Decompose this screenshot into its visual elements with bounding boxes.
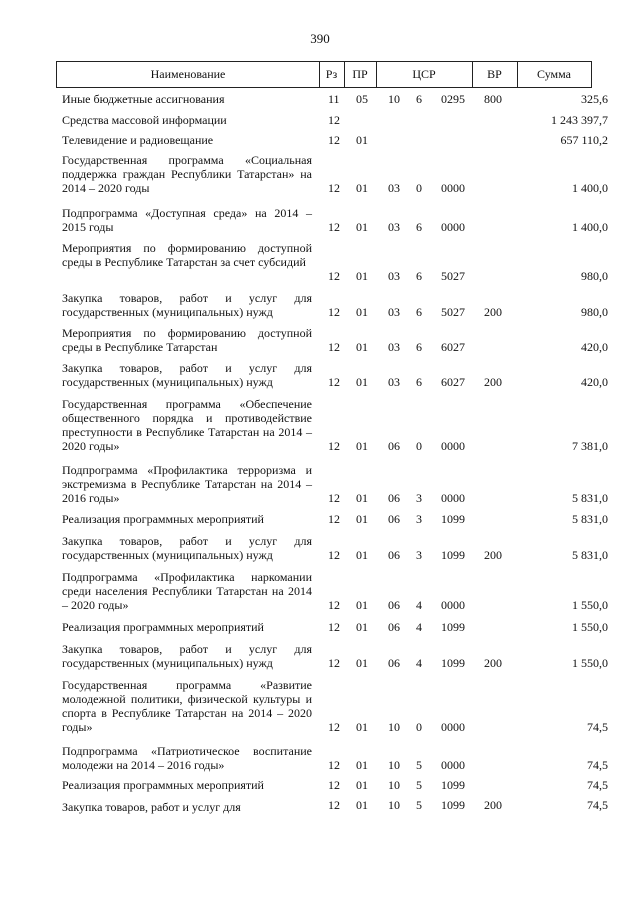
- row-pr: 01: [356, 439, 368, 453]
- table-header: [56, 61, 592, 88]
- row-c3: 1099: [441, 778, 465, 792]
- row-c1: 06: [388, 656, 400, 670]
- row-c2: 4: [416, 598, 422, 612]
- row-pr: 01: [356, 269, 368, 283]
- row-c3: 0000: [441, 220, 465, 234]
- row-name: Государственная программа «Социальная поддержка граждан Республики Татарстан» на 2014 – 2020 годы: [62, 153, 312, 195]
- row-sum: 980,0: [581, 269, 608, 283]
- row-c1: 03: [388, 220, 400, 234]
- row-pr: 01: [356, 512, 368, 526]
- row-c2: 6: [416, 220, 422, 234]
- row-vr: 200: [484, 548, 502, 562]
- row-rz: 12: [328, 181, 340, 195]
- row-vr: 200: [484, 305, 502, 319]
- row-sum: 1 400,0: [572, 220, 608, 234]
- row-rz: 12: [328, 305, 340, 319]
- row-rz: 12: [328, 548, 340, 562]
- row-sum: 7 381,0: [572, 439, 608, 453]
- row-sum: 1 550,0: [572, 620, 608, 634]
- row-rz: 12: [328, 375, 340, 389]
- row-rz: 12: [328, 439, 340, 453]
- row-sum: 1 400,0: [572, 181, 608, 195]
- header-vr: ВР: [472, 62, 518, 87]
- row-pr: 01: [356, 305, 368, 319]
- row-rz: 12: [328, 512, 340, 526]
- row-sum: 420,0: [581, 340, 608, 354]
- row-rz: 12: [328, 133, 340, 147]
- row-sum: 74,5: [587, 778, 608, 792]
- row-c2: 6: [416, 375, 422, 389]
- row-name: Иные бюджетные ассигнования: [62, 92, 225, 106]
- row-pr: 01: [356, 656, 368, 670]
- row-c3: 5027: [441, 305, 465, 319]
- row-c2: 0: [416, 439, 422, 453]
- page-number: 390: [310, 31, 330, 46]
- row-pr: 01: [356, 375, 368, 389]
- row-c1: 03: [388, 269, 400, 283]
- row-c3: 1099: [441, 620, 465, 634]
- row-c2: 5: [416, 758, 422, 772]
- row-sum: 420,0: [581, 375, 608, 389]
- row-c3: 0000: [441, 439, 465, 453]
- row-sum: 1 243 397,7: [551, 113, 608, 127]
- row-name: Закупка товаров, работ и услуг для государственных (муниципальных) нужд: [62, 291, 312, 319]
- row-sum: 74,5: [587, 758, 608, 772]
- row-c3: 6027: [441, 375, 465, 389]
- row-c2: 3: [416, 512, 422, 526]
- row-c2: 0: [416, 720, 422, 734]
- row-c3: 5027: [441, 269, 465, 283]
- row-vr: 200: [484, 798, 502, 812]
- row-pr: 01: [356, 620, 368, 634]
- header-rz: Рз: [319, 62, 345, 87]
- row-c3: 6027: [441, 340, 465, 354]
- row-pr: 01: [356, 548, 368, 562]
- row-sum: 5 831,0: [572, 491, 608, 505]
- row-pr: 01: [356, 340, 368, 354]
- row-name: Подпрограмма «Патриотическое воспитание молодежи на 2014 – 2016 годы»: [62, 744, 312, 772]
- row-name: Реализация программных мероприятий: [62, 512, 264, 526]
- row-c3: 0000: [441, 758, 465, 772]
- row-pr: 05: [356, 92, 368, 106]
- row-c2: 3: [416, 548, 422, 562]
- row-rz: 11: [328, 92, 340, 106]
- row-vr: 200: [484, 656, 502, 670]
- header-sum: Сумма: [537, 67, 571, 81]
- row-rz: 12: [328, 113, 340, 127]
- row-pr: 01: [356, 778, 368, 792]
- row-c1: 03: [388, 181, 400, 195]
- row-c1: 06: [388, 598, 400, 612]
- row-pr: 01: [356, 181, 368, 195]
- row-rz: 12: [328, 720, 340, 734]
- row-c1: 10: [388, 720, 400, 734]
- row-pr: 01: [356, 720, 368, 734]
- row-c3: 1099: [441, 798, 465, 812]
- row-rz: 12: [328, 340, 340, 354]
- row-sum: 325,6: [581, 92, 608, 106]
- row-c3: 0000: [441, 598, 465, 612]
- row-name: Средства массовой информации: [62, 113, 227, 127]
- row-c2: 6: [416, 340, 422, 354]
- row-rz: 12: [328, 620, 340, 634]
- row-name: Закупка товаров, работ и услуг для государственных (муниципальных) нужд: [62, 534, 312, 562]
- row-sum: 74,5: [587, 720, 608, 734]
- row-name: Закупка товаров, работ и услуг для: [62, 800, 241, 814]
- row-c1: 10: [388, 798, 400, 812]
- row-rz: 12: [328, 778, 340, 792]
- row-name: Государственная программа «Обеспечение общественного порядка и противодействие преступности в Республике Татарстан на 2014 – 2020 годы»: [62, 397, 312, 453]
- row-c3: 0000: [441, 720, 465, 734]
- row-c1: 10: [388, 92, 400, 106]
- header-name: Наименование: [57, 62, 320, 87]
- row-sum: 74,5: [587, 798, 608, 812]
- row-c3: 0295: [441, 92, 465, 106]
- row-name: Реализация программных мероприятий: [62, 620, 264, 634]
- row-name: Телевидение и радиовещание: [62, 133, 214, 147]
- row-c1: 10: [388, 758, 400, 772]
- row-c2: 3: [416, 491, 422, 505]
- row-c2: 4: [416, 620, 422, 634]
- row-c2: 6: [416, 305, 422, 319]
- row-pr: 01: [356, 598, 368, 612]
- row-rz: 12: [328, 220, 340, 234]
- row-pr: 01: [356, 220, 368, 234]
- row-c3: 1099: [441, 656, 465, 670]
- row-sum: 980,0: [581, 305, 608, 319]
- row-rz: 12: [328, 656, 340, 670]
- row-name: Закупка товаров, работ и услуг для государственных (муниципальных) нужд: [62, 642, 312, 670]
- row-name: Государственная программа «Развитие молодежной политики, физической культуры и спорта в Республике Татарстан на 2014 – 2020 годы»: [62, 678, 312, 734]
- row-c3: 0000: [441, 181, 465, 195]
- row-c3: 1099: [441, 512, 465, 526]
- row-pr: 01: [356, 491, 368, 505]
- row-vr: 200: [484, 375, 502, 389]
- row-pr: 01: [356, 798, 368, 812]
- row-rz: 12: [328, 491, 340, 505]
- row-name: Мероприятия по формированию доступной среды в Республике Татарстан: [62, 326, 312, 354]
- row-rz: 12: [328, 598, 340, 612]
- row-c1: 06: [388, 512, 400, 526]
- row-c3: 0000: [441, 491, 465, 505]
- row-c2: 4: [416, 656, 422, 670]
- row-c1: 06: [388, 491, 400, 505]
- row-name: Закупка товаров, работ и услуг для государственных (муниципальных) нужд: [62, 361, 312, 389]
- header-pr: ПР: [344, 62, 377, 87]
- row-sum: 657 110,2: [560, 133, 608, 147]
- row-name: Мероприятия по формированию доступной среды в Республике Татарстан за счет субсидий: [62, 241, 312, 269]
- row-c1: 03: [388, 305, 400, 319]
- row-name: Реализация программных мероприятий: [62, 778, 264, 792]
- row-c2: 0: [416, 181, 422, 195]
- row-sum: 5 831,0: [572, 512, 608, 526]
- row-sum: 1 550,0: [572, 598, 608, 612]
- row-sum: 1 550,0: [572, 656, 608, 670]
- row-c2: 6: [416, 269, 422, 283]
- row-c2: 5: [416, 778, 422, 792]
- row-c3: 1099: [441, 548, 465, 562]
- row-sum: 5 831,0: [572, 548, 608, 562]
- row-rz: 12: [328, 758, 340, 772]
- row-c1: 06: [388, 439, 400, 453]
- row-name: Подпрограмма «Профилактика терроризма и экстремизма в Республике Татарстан на 2014 – 2016 годы»: [62, 463, 312, 505]
- header-csr: ЦСР: [376, 62, 473, 87]
- row-c2: 6: [416, 92, 422, 106]
- row-c2: 5: [416, 798, 422, 812]
- row-rz: 12: [328, 269, 340, 283]
- row-vr: 800: [484, 92, 502, 106]
- row-c1: 10: [388, 778, 400, 792]
- row-name: Подпрограмма «Профилактика наркомании среди населения Республики Татарстан на 2014 – 2020 годы»: [62, 570, 312, 612]
- row-c1: 06: [388, 620, 400, 634]
- row-pr: 01: [356, 758, 368, 772]
- row-c1: 03: [388, 375, 400, 389]
- row-pr: 01: [356, 133, 368, 147]
- row-name: Подпрограмма «Доступная среда» на 2014 – 2015 годы: [62, 206, 312, 234]
- row-c1: 06: [388, 548, 400, 562]
- row-c1: 03: [388, 340, 400, 354]
- row-rz: 12: [328, 798, 340, 812]
